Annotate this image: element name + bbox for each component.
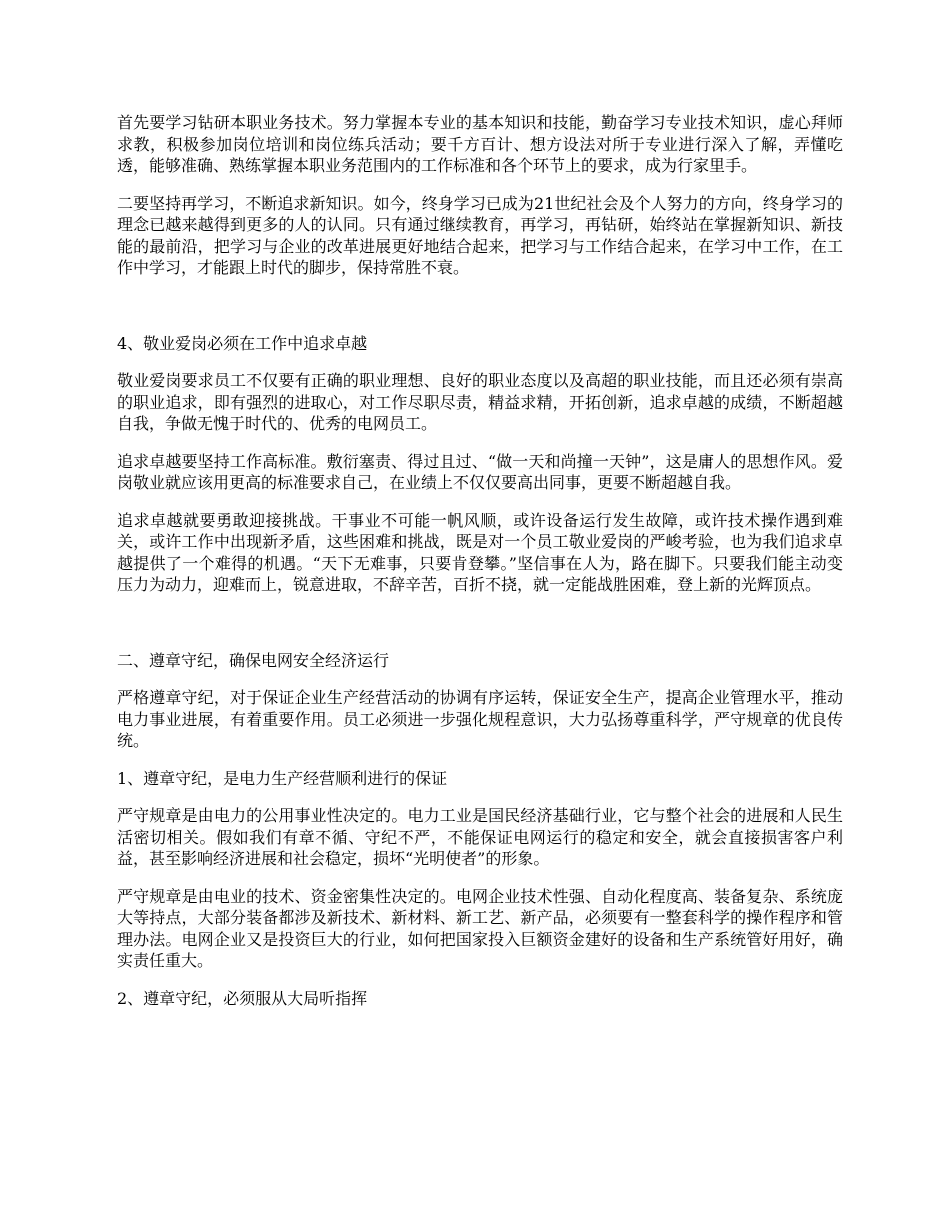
paragraph-public-utility: 严守规章是由电力的公用事业性决定的。电力工业是国民经济基础行业，它与整个社会的进展和人民生活密切相关。假如我们有章不循、守纪不严，不能保证电网运行的稳定和安全，就会直接损害客户利益，甚至影响经济进展和社会稳定，损坏“光明使者”的形象。 (117, 806, 843, 868)
section-spacer (117, 295, 843, 333)
heading-obey-overall: 2、遵章守纪，必须服从大局听指挥 (117, 988, 368, 1008)
paragraph-high-standards: 追求卓越要坚持工作高标准。敷衍塞责、得过且过、“做一天和尚撞一天钟”，这是庸人的思想作风。爱岗敬业就应该用更高的标准要求自己，在业绩上不仅仅要高出同事，更要不断超越自我。 (117, 451, 843, 492)
paragraph-technology-capital: 严守规章是由电业的技术、资金密集性决定的。电网企业技术性强、自动化程度高、装备复杂、系统庞大等持点，大部分装备都涉及新技术、新材料、新工艺、新产品，必须要有一整套科学的操作程序和管理办法。电网企业又是投资巨大的行业，如何把国家投入巨额资金建好的设备和生产系统管好用好，确实责任重大。 (117, 886, 843, 970)
heading-rules-guarantee: 1、遵章守纪，是电力生产经营顺利进行的保证 (117, 768, 448, 788)
heading-rules-discipline: 二、遵章守纪，确保电网安全经济运行 (117, 650, 390, 670)
paragraph-excellence-intro: 敬业爱岗要求员工不仅要有正确的职业理想、良好的职业态度以及高超的职业技能，而且还必须有崇高的职业追求，即有强烈的进取心，对工作尽职尽责，精益求精，开拓创新，追求卓越的成绩，不断超越自我，争做无愧于时代的、优秀的电网员工。 (117, 371, 843, 433)
paragraph-study-skills: 首先要学习钻研本职业务技术。努力掌握本专业的基本知识和技能，勤奋学习专业技术知识，虚心拜师求教，积极参加岗位培训和岗位练兵活动；要千方百计、想方设法对所于专业进行深入了解，弄懂吃透，能够准确、熟练掌握本职业务范围内的工作标准和各个环节上的要求，成为行家里手。 (117, 113, 843, 175)
document-body (117, 112, 843, 1025)
paragraph-challenges: 追求卓越就要勇敢迎接挑战。干事业不可能一帆风顺，或许设备运行发生故障，或许技术操作遇到难关，或许工作中出现新矛盾，这些困难和挑战，既是对一个员工敬业爱岗的严峻考验，也为我们追求卓越提供了一个难得的机遇。“天下无难事，只要肯登攀。”坚信事在人为，路在脚下。只要我们能主动变压力为动力，迎难而上，锐意进取，不辞辛苦，百折不挠，就一定能战胜困难，登上新的光辉顶点。 (117, 510, 843, 594)
paragraph-rules-intro: 严格遵章守纪，对于保证企业生产经营活动的协调有序运转，保证安全生产，提高企业管理水平，推动电力事业进展，有着重要作用。员工必须进一步强化规程意识，大力弘扬尊重科学，严守规章的优良传统。 (117, 688, 843, 750)
section-spacer (117, 612, 843, 650)
paragraph-lifelong-learning: 二要坚持再学习，不断追求新知识。如今，终身学习已成为21世纪社会及个人努力的方向，终身学习的理念已越来越得到更多的人的认同。只有通过继续教育，再学习，再钻研，始终站在掌握新知识、新技能的最前沿，把学习与企业的改革进展更好地结合起来，把学习与工作结合起来，在学习中工作，在工作中学习，才能跟上时代的脚步，保持常胜不衰。 (117, 193, 843, 277)
heading-pursue-excellence: 4、敬业爱岗必须在工作中追求卓越 (117, 333, 368, 353)
